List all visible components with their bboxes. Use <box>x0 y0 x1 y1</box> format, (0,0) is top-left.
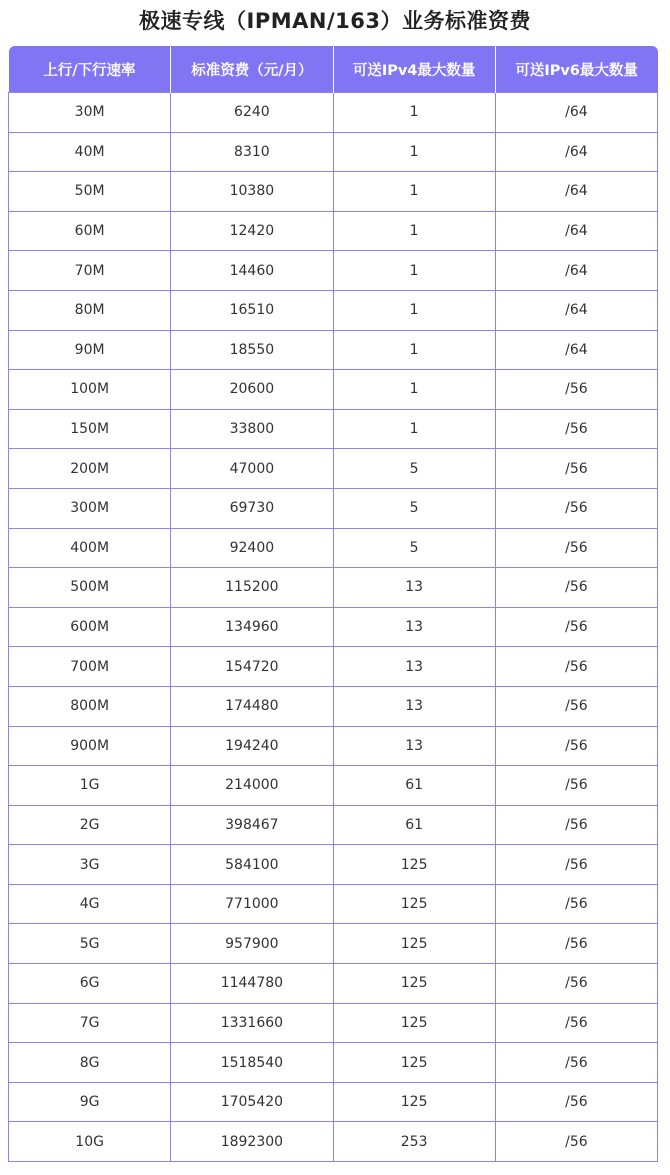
price-cell: 92400 <box>171 528 333 568</box>
table-header <box>9 46 658 93</box>
speed-cell: 150M <box>9 409 171 449</box>
speed-cell: 60M <box>9 211 171 251</box>
ipv4-cell: 253 <box>333 1122 495 1162</box>
ipv4-cell: 1 <box>333 290 495 330</box>
price-cell: 194240 <box>171 726 333 766</box>
ipv6-cell: /56 <box>495 568 657 608</box>
price-cell: 1518540 <box>171 1043 333 1083</box>
price-cell: 214000 <box>171 766 333 806</box>
ipv6-cell: /64 <box>495 290 657 330</box>
price-cell: 6240 <box>171 93 333 133</box>
ipv4-cell: 5 <box>333 488 495 528</box>
header-price: 标准资费（元/月） <box>171 46 333 93</box>
ipv6-cell: /56 <box>495 884 657 924</box>
table-row <box>9 1043 658 1083</box>
table-row <box>9 805 658 845</box>
table-row <box>9 1122 658 1162</box>
speed-cell: 3G <box>9 845 171 885</box>
price-cell: 398467 <box>171 805 333 845</box>
ipv4-cell: 1 <box>333 251 495 291</box>
page-title: 极速专线（IPMAN/163）业务标准资费 <box>139 9 531 33</box>
ipv4-cell: 1 <box>333 330 495 370</box>
table-row <box>9 290 658 330</box>
ipv4-cell: 5 <box>333 449 495 489</box>
table-row <box>9 1003 658 1043</box>
price-cell: 10380 <box>171 172 333 212</box>
speed-cell: 600M <box>9 607 171 647</box>
speed-cell: 5G <box>9 924 171 964</box>
speed-cell: 9G <box>9 1082 171 1122</box>
price-cell: 18550 <box>171 330 333 370</box>
ipv4-cell: 13 <box>333 568 495 608</box>
table-row <box>9 488 658 528</box>
table-row <box>9 884 658 924</box>
price-cell: 1705420 <box>171 1082 333 1122</box>
price-cell: 584100 <box>171 845 333 885</box>
price-cell: 134960 <box>171 607 333 647</box>
ipv4-cell: 125 <box>333 1043 495 1083</box>
price-cell: 20600 <box>171 370 333 410</box>
speed-cell: 50M <box>9 172 171 212</box>
ipv4-cell: 61 <box>333 766 495 806</box>
tariff-table <box>8 46 658 1162</box>
speed-cell: 4G <box>9 884 171 924</box>
ipv4-cell: 13 <box>333 607 495 647</box>
speed-cell: 400M <box>9 528 171 568</box>
price-cell: 33800 <box>171 409 333 449</box>
table-row <box>9 251 658 291</box>
speed-cell: 8G <box>9 1043 171 1083</box>
table-row <box>9 211 658 251</box>
ipv6-cell: /56 <box>495 449 657 489</box>
ipv6-cell: /56 <box>495 686 657 726</box>
ipv6-cell: /56 <box>495 488 657 528</box>
table-row <box>9 964 658 1004</box>
ipv4-cell: 1 <box>333 370 495 410</box>
speed-cell: 6G <box>9 964 171 1004</box>
ipv4-cell: 13 <box>333 686 495 726</box>
ipv4-cell: 125 <box>333 1082 495 1122</box>
price-cell: 1144780 <box>171 964 333 1004</box>
ipv4-cell: 5 <box>333 528 495 568</box>
price-cell: 115200 <box>171 568 333 608</box>
speed-cell: 7G <box>9 1003 171 1043</box>
ipv4-cell: 1 <box>333 172 495 212</box>
speed-cell: 30M <box>9 93 171 133</box>
ipv6-cell: /64 <box>495 172 657 212</box>
speed-cell: 200M <box>9 449 171 489</box>
price-cell: 14460 <box>171 251 333 291</box>
ipv4-cell: 1 <box>333 132 495 172</box>
ipv4-cell: 61 <box>333 805 495 845</box>
ipv6-cell: /64 <box>495 251 657 291</box>
table-row <box>9 766 658 806</box>
tariff-table-container <box>8 46 658 1162</box>
header-ipv4: 可送IPv4最大数量 <box>333 46 495 93</box>
ipv4-cell: 1 <box>333 211 495 251</box>
table-row <box>9 845 658 885</box>
speed-cell: 2G <box>9 805 171 845</box>
table-row <box>9 568 658 608</box>
speed-cell: 1G <box>9 766 171 806</box>
header-ipv6: 可送IPv6最大数量 <box>495 46 657 93</box>
table-row <box>9 686 658 726</box>
table-row <box>9 607 658 647</box>
speed-cell: 70M <box>9 251 171 291</box>
ipv6-cell: /56 <box>495 1003 657 1043</box>
price-cell: 8310 <box>171 132 333 172</box>
table-row <box>9 409 658 449</box>
speed-cell: 700M <box>9 647 171 687</box>
table-row <box>9 449 658 489</box>
speed-cell: 80M <box>9 290 171 330</box>
price-cell: 1892300 <box>171 1122 333 1162</box>
ipv6-cell: /64 <box>495 93 657 133</box>
price-cell: 174480 <box>171 686 333 726</box>
speed-cell: 500M <box>9 568 171 608</box>
ipv6-cell: /64 <box>495 211 657 251</box>
ipv4-cell: 125 <box>333 845 495 885</box>
ipv4-cell: 125 <box>333 884 495 924</box>
speed-cell: 40M <box>9 132 171 172</box>
price-cell: 69730 <box>171 488 333 528</box>
price-cell: 16510 <box>171 290 333 330</box>
header-row <box>9 46 658 93</box>
ipv6-cell: /56 <box>495 528 657 568</box>
price-cell: 12420 <box>171 211 333 251</box>
table-row <box>9 132 658 172</box>
price-cell: 47000 <box>171 449 333 489</box>
ipv4-cell: 1 <box>333 93 495 133</box>
header-speed: 上行/下行速率 <box>9 46 171 93</box>
table-row <box>9 528 658 568</box>
ipv6-cell: /64 <box>495 132 657 172</box>
ipv4-cell: 125 <box>333 964 495 1004</box>
ipv6-cell: /56 <box>495 1122 657 1162</box>
ipv6-cell: /56 <box>495 647 657 687</box>
price-cell: 1331660 <box>171 1003 333 1043</box>
ipv6-cell: /56 <box>495 805 657 845</box>
ipv6-cell: /56 <box>495 607 657 647</box>
ipv6-cell: /56 <box>495 726 657 766</box>
speed-cell: 300M <box>9 488 171 528</box>
ipv6-cell: /56 <box>495 1043 657 1083</box>
table-body <box>9 93 658 1162</box>
ipv4-cell: 1 <box>333 409 495 449</box>
ipv6-cell: /56 <box>495 845 657 885</box>
ipv6-cell: /56 <box>495 924 657 964</box>
table-row <box>9 330 658 370</box>
ipv6-cell: /56 <box>495 409 657 449</box>
table-row <box>9 172 658 212</box>
table-row <box>9 726 658 766</box>
table-row <box>9 370 658 410</box>
speed-cell: 100M <box>9 370 171 410</box>
ipv6-cell: /56 <box>495 766 657 806</box>
table-row <box>9 924 658 964</box>
ipv4-cell: 13 <box>333 647 495 687</box>
ipv4-cell: 125 <box>333 1003 495 1043</box>
table-row <box>9 93 658 133</box>
ipv6-cell: /56 <box>495 964 657 1004</box>
ipv6-cell: /56 <box>495 1082 657 1122</box>
table-row <box>9 647 658 687</box>
price-cell: 154720 <box>171 647 333 687</box>
speed-cell: 800M <box>9 686 171 726</box>
ipv4-cell: 125 <box>333 924 495 964</box>
price-cell: 771000 <box>171 884 333 924</box>
ipv6-cell: /56 <box>495 370 657 410</box>
speed-cell: 10G <box>9 1122 171 1162</box>
ipv6-cell: /64 <box>495 330 657 370</box>
table-row <box>9 1082 658 1122</box>
speed-cell: 90M <box>9 330 171 370</box>
price-cell: 957900 <box>171 924 333 964</box>
speed-cell: 900M <box>9 726 171 766</box>
ipv4-cell: 13 <box>333 726 495 766</box>
